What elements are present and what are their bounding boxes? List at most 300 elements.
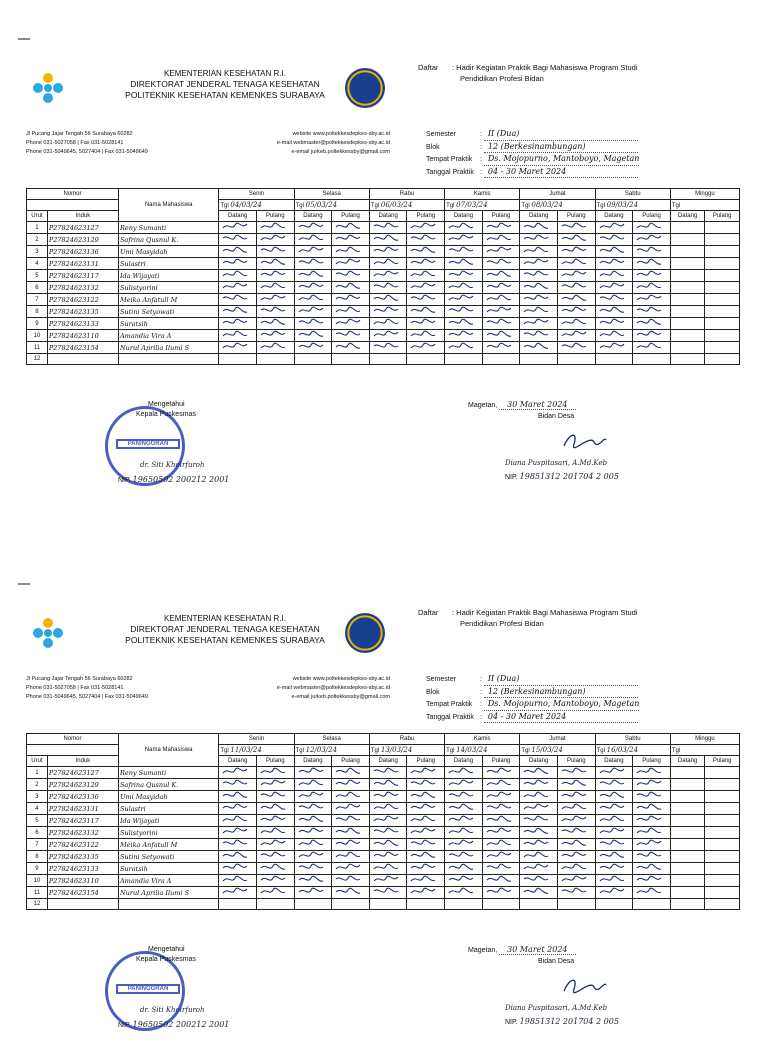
signature-cell (369, 779, 407, 791)
signature-mark (446, 342, 476, 351)
signature-mark (333, 330, 363, 339)
row-number: 3 (27, 791, 48, 803)
website: website www.poltekkesdepkes-sby.ac.id (292, 676, 390, 682)
student-name: Safrina Qusnul K. (118, 234, 218, 246)
signature-mark (484, 234, 514, 243)
signature-cell (670, 234, 705, 246)
signature-cell (256, 306, 294, 318)
signature-cell (633, 791, 671, 803)
signature-cell (407, 827, 445, 839)
signature-cell (256, 294, 294, 306)
signature-mark (446, 282, 476, 291)
signature-cell (332, 354, 370, 365)
signature-mark (333, 318, 363, 327)
signature-mark (333, 767, 363, 776)
table-row (27, 899, 740, 910)
signature-mark (446, 318, 476, 327)
student-name: Umi Masyidah (118, 246, 218, 258)
signature-mark (484, 815, 514, 824)
daftar-label: Daftar (418, 63, 439, 72)
signature-cell (670, 306, 705, 318)
signature-cell (705, 318, 740, 330)
tgl-prefix: Tgl (671, 203, 681, 209)
student-name: Suratsih (118, 318, 218, 330)
signature-cell (520, 246, 558, 258)
signature-cell (369, 839, 407, 851)
table-row (27, 318, 740, 330)
signature-cell (369, 875, 407, 887)
signature-cell (369, 354, 407, 365)
signature-cell (219, 246, 257, 258)
student-nim: P27824623154 (47, 342, 118, 354)
signature-cell (445, 294, 483, 306)
student-nim: P27824623136 (47, 791, 118, 803)
signature-cell (256, 318, 294, 330)
signature-mark (408, 803, 438, 812)
signature-mark (521, 234, 551, 243)
date-cell-1 (294, 745, 369, 756)
signature-cell (369, 815, 407, 827)
signature-mark (484, 803, 514, 812)
row-number: 7 (27, 294, 48, 306)
signature-cell (520, 815, 558, 827)
row-number: 9 (27, 318, 48, 330)
tgl-prefix: Tgl (370, 203, 380, 209)
tempat-label: Tempat Praktik (426, 701, 473, 708)
signature-cell (407, 851, 445, 863)
signature-mark (408, 330, 438, 339)
signature-mark (220, 330, 250, 339)
nama-header: Nama Mahasiswa (118, 734, 218, 767)
signature-cell (482, 282, 520, 294)
signature-mark (333, 294, 363, 303)
signature-mark (446, 779, 476, 788)
signature-mark (333, 875, 363, 884)
signature-cell (520, 354, 558, 365)
signature-mark (559, 779, 589, 788)
student-name: Sulistyorini (118, 282, 218, 294)
signature-mark (521, 282, 551, 291)
signature-cell (670, 875, 705, 887)
row-number: 8 (27, 851, 48, 863)
student-nim: P27824623110 (47, 330, 118, 342)
signature-cell (369, 791, 407, 803)
signature-mark (371, 318, 401, 327)
signature-cell (332, 839, 370, 851)
signature-cell (256, 827, 294, 839)
signature-mark (408, 258, 438, 267)
signature-cell (595, 875, 633, 887)
signature-cell (294, 791, 332, 803)
signature-mark (371, 815, 401, 824)
kemenkes-logo-icon (28, 613, 68, 653)
kepala-nip-value: 19650502 200212 2001 (132, 475, 230, 484)
signature-mark (371, 827, 401, 836)
signature-mark (333, 791, 363, 800)
signature-mark (597, 282, 627, 291)
signature-cell (332, 294, 370, 306)
student-name: Nurul Aprilia Ilumi S (118, 887, 218, 899)
student-name: Sutini Setyowati (118, 851, 218, 863)
signature-cell (670, 294, 705, 306)
header-line3: POLITEKNIK KESEHATAN KEMENKES SURABAYA (125, 90, 325, 100)
place-label: Magetan, (468, 402, 498, 409)
signature-mark (296, 294, 326, 303)
induk-header: Induk (47, 756, 118, 767)
signature-cell (219, 863, 257, 875)
signature-mark (484, 791, 514, 800)
student-name: Sulistyorini (118, 827, 218, 839)
table-row (27, 246, 740, 258)
signature-mark (634, 875, 664, 884)
signature-mark (634, 851, 664, 860)
signature-cell (705, 342, 740, 354)
signature-mark (559, 234, 589, 243)
signature-mark (597, 342, 627, 351)
signing-date: 30 Maret 2024 (499, 945, 575, 955)
student-nim (47, 354, 118, 365)
signature-cell (294, 222, 332, 234)
signature-mark (220, 222, 250, 231)
signature-cell (670, 222, 705, 234)
signature-cell (294, 258, 332, 270)
student-name: Sulastri (118, 258, 218, 270)
signature-mark (333, 779, 363, 788)
signature-cell (294, 827, 332, 839)
signature-cell (557, 767, 595, 779)
pulang-header: Pulang (705, 211, 740, 222)
signature-cell (369, 342, 407, 354)
signature-cell (520, 270, 558, 282)
signature-cell (482, 851, 520, 863)
signature-cell (369, 306, 407, 318)
date-value: 05/03/24 (305, 201, 338, 209)
signature-cell (670, 258, 705, 270)
signature-cell (332, 306, 370, 318)
student-name: Amandia Vira A (118, 875, 218, 887)
signature-cell (407, 258, 445, 270)
signature-mark (408, 318, 438, 327)
blok-value: 12 (Berkesinambungan) (484, 141, 638, 154)
signature-cell (369, 767, 407, 779)
signature-mark (521, 839, 551, 848)
signature-mark (258, 258, 288, 267)
signature-cell (332, 791, 370, 803)
signature-mark (220, 839, 250, 848)
row-number: 5 (27, 270, 48, 282)
signature-cell (256, 270, 294, 282)
signature-cell (256, 767, 294, 779)
student-name: Amandia Vira A (118, 330, 218, 342)
scan-mark (18, 583, 30, 585)
signature-cell (407, 318, 445, 330)
blok-value: 12 (Berkesinambungan) (484, 686, 638, 699)
signature-cell (595, 330, 633, 342)
signature-cell (633, 234, 671, 246)
student-name: Ida Wijayati (118, 270, 218, 282)
signature-cell (445, 282, 483, 294)
signature-cell (670, 851, 705, 863)
signature-cell (407, 863, 445, 875)
signature-cell (332, 827, 370, 839)
signature-mark (559, 863, 589, 872)
practice-info: Semester : II (Dua) Blok : 12 (Berkesinambungan) Tempat Praktik : Ds. Mojopurno, Mantoboyo, Magetan Tanggal Praktik : 04 - 30 Maret 2024 (426, 128, 639, 178)
signature-cell (482, 270, 520, 282)
signature-cell (369, 899, 407, 910)
day-header-4: Jumat (520, 734, 595, 745)
signature-mark (258, 815, 288, 824)
signature-mark (446, 791, 476, 800)
signature-cell (294, 234, 332, 246)
header-line2: DIREKTORAT JENDERAL TENAGA KESEHATAN (130, 624, 320, 634)
attendance-table (26, 733, 740, 910)
practice-info: Semester : II (Dua) Blok : 12 (Berkesinambungan) Tempat Praktik : Ds. Mojopurno, Mantoboyo, Magetan Tanggal Praktik : 04 - 30 Maret 2024 (426, 673, 639, 723)
signature-cell (332, 767, 370, 779)
student-nim: P27824623117 (47, 270, 118, 282)
signature-cell (294, 282, 332, 294)
signature-mark (597, 875, 627, 884)
signature-cell (520, 851, 558, 863)
signature-mark (296, 875, 326, 884)
tempat-label: Tempat Praktik (426, 156, 473, 163)
signature-mark (484, 270, 514, 279)
signature-cell (332, 815, 370, 827)
signature-mark (559, 791, 589, 800)
day-header-2: Rabu (369, 189, 444, 200)
student-name: Safrina Qusnul K. (118, 779, 218, 791)
signature-cell (705, 815, 740, 827)
signature-mark (446, 827, 476, 836)
table-row (27, 342, 740, 354)
header-line2: DIREKTORAT JENDERAL TENAGA KESEHATAN (130, 79, 320, 89)
signature-cell (369, 827, 407, 839)
signature-cell (294, 899, 332, 910)
row-number: 1 (27, 767, 48, 779)
signature-cell (256, 875, 294, 887)
signature-cell (219, 318, 257, 330)
date-value: 11/03/24 (230, 746, 262, 754)
signature-cell (407, 306, 445, 318)
institution-header (110, 613, 340, 646)
signature-mark (258, 270, 288, 279)
student-nim: P27824623122 (47, 294, 118, 306)
signature-cell (595, 294, 633, 306)
signature-mark (559, 222, 589, 231)
signature-mark (296, 270, 326, 279)
signature-cell (294, 887, 332, 899)
signature-mark (446, 306, 476, 315)
signature-mark (446, 803, 476, 812)
header-line1: KEMENTERIAN KESEHATAN R.I. (164, 69, 286, 78)
signature-mark (484, 827, 514, 836)
day-header-5: Sabtu (595, 734, 670, 745)
student-name: Meika Anfatull M (118, 839, 218, 851)
signature-cell (705, 246, 740, 258)
signature-cell (256, 330, 294, 342)
signature-mark (371, 875, 401, 884)
signature-mark (521, 318, 551, 327)
signature-mark (296, 258, 326, 267)
day-header-4: Jumat (520, 189, 595, 200)
signature-cell (520, 294, 558, 306)
bidan-label: Bidan Desa (538, 958, 575, 965)
signature-cell (294, 803, 332, 815)
datang-header: Datang (670, 756, 705, 767)
signature-mark (559, 887, 589, 896)
signature-mark (220, 851, 250, 860)
signature-cell (705, 294, 740, 306)
signature-cell (482, 767, 520, 779)
signature-mark (597, 318, 627, 327)
signature-mark (333, 863, 363, 872)
signature-cell (407, 342, 445, 354)
header-line1: KEMENTERIAN KESEHATAN R.I. (164, 614, 286, 623)
signature-mark (258, 330, 288, 339)
signature-cell (407, 767, 445, 779)
signature-mark (333, 803, 363, 812)
signature-cell (332, 282, 370, 294)
institution-header (110, 68, 340, 101)
signature-cell (670, 318, 705, 330)
day-header-2: Rabu (369, 734, 444, 745)
row-number: 10 (27, 330, 48, 342)
signature-mark (333, 342, 363, 351)
day-header-3: Kamis (445, 189, 520, 200)
signature-mark (634, 258, 664, 267)
table-row (27, 767, 740, 779)
row-number: 1 (27, 222, 48, 234)
signature-cell (705, 803, 740, 815)
pulang-header: Pulang (332, 756, 370, 767)
row-number: 3 (27, 246, 48, 258)
signature-mark (371, 246, 401, 255)
student-nim: P27824623129 (47, 779, 118, 791)
nomor-spacer (27, 200, 119, 211)
signature-mark (484, 282, 514, 291)
kepala-nip-value: 19650502 200212 2001 (132, 1020, 230, 1029)
student-name: Suratsih (118, 863, 218, 875)
day-header-6: Minggu (670, 734, 739, 745)
bidan-signature (560, 430, 610, 452)
bidan-nip (505, 1017, 619, 1028)
signature-cell (445, 258, 483, 270)
signature-mark (521, 803, 551, 812)
signature-cell (256, 258, 294, 270)
signature-cell (219, 899, 257, 910)
signature-mark (446, 875, 476, 884)
date-cell-2 (369, 200, 444, 211)
signature-cell (445, 306, 483, 318)
signature-cell (482, 306, 520, 318)
signature-mark (446, 839, 476, 848)
signature-cell (705, 270, 740, 282)
signature-mark (296, 246, 326, 255)
tgl-prefix: Tgl (295, 203, 304, 209)
daftar-title (452, 62, 692, 84)
signature-mark (559, 282, 589, 291)
signature-mark (559, 851, 589, 860)
table-row (27, 791, 740, 803)
tanggal-label: Tanggal Praktik (426, 713, 474, 721)
student-nim: P27824623131 (47, 258, 118, 270)
signature-cell (256, 282, 294, 294)
urut-header: Urut (27, 756, 48, 767)
signature-cell (595, 318, 633, 330)
signature-cell (633, 803, 671, 815)
signature-mark (521, 306, 551, 315)
signature-cell (595, 282, 633, 294)
day-header-0: Senin (219, 734, 294, 745)
signature-cell (294, 330, 332, 342)
signature-mark (521, 779, 551, 788)
nomor-header: Nomor (27, 189, 119, 200)
signature-mark (296, 815, 326, 824)
signature-mark (597, 779, 627, 788)
signature-cell (520, 222, 558, 234)
poltekkes-emblem-icon (345, 68, 385, 108)
signature-cell (670, 863, 705, 875)
signature-cell (705, 887, 740, 899)
student-name: Reny Sumanti (118, 767, 218, 779)
kepala-nip-label: NIP. (118, 1022, 131, 1029)
signature-cell (332, 899, 370, 910)
signature-cell (705, 222, 740, 234)
email1: e-mail webmaster@poltekkesdepkes-sby.ac.id (276, 140, 390, 146)
signature-cell (445, 839, 483, 851)
table-row (27, 294, 740, 306)
table-row (27, 803, 740, 815)
datang-header: Datang (369, 211, 407, 222)
tgl-prefix: Tgl (596, 203, 605, 209)
signature-cell (294, 354, 332, 365)
student-nim (47, 899, 118, 910)
date-value: 12/03/24 (305, 746, 338, 754)
phone-line1: Phone 031-5027058 | Fax 031-5028141 (26, 140, 124, 146)
signature-mark (220, 258, 250, 267)
signature-mark (296, 282, 326, 291)
signature-cell (595, 222, 633, 234)
signature-cell (294, 342, 332, 354)
signature-mark (446, 330, 476, 339)
signature-cell (557, 306, 595, 318)
day-header-1: Selasa (294, 189, 369, 200)
datang-header: Datang (595, 211, 633, 222)
signature-mark (408, 282, 438, 291)
signature-cell (445, 354, 483, 365)
signature-cell (670, 779, 705, 791)
signature-mark (220, 318, 250, 327)
signature-mark (521, 851, 551, 860)
pulang-header: Pulang (557, 756, 595, 767)
signature-cell (557, 342, 595, 354)
date-value: 06/03/24 (380, 201, 413, 209)
signature-cell (407, 887, 445, 899)
blok-label: Blok (426, 143, 440, 151)
signature-mark (296, 803, 326, 812)
kepala-nip (118, 1020, 229, 1031)
signature-mark (220, 270, 250, 279)
signature-cell (445, 342, 483, 354)
signature-cell (407, 270, 445, 282)
signature-mark (446, 222, 476, 231)
signature-mark (258, 851, 288, 860)
signature-mark (484, 246, 514, 255)
signature-mark (296, 791, 326, 800)
signature-mark (296, 306, 326, 315)
signature-mark (597, 887, 627, 896)
signature-cell (445, 767, 483, 779)
signature-cell (705, 791, 740, 803)
